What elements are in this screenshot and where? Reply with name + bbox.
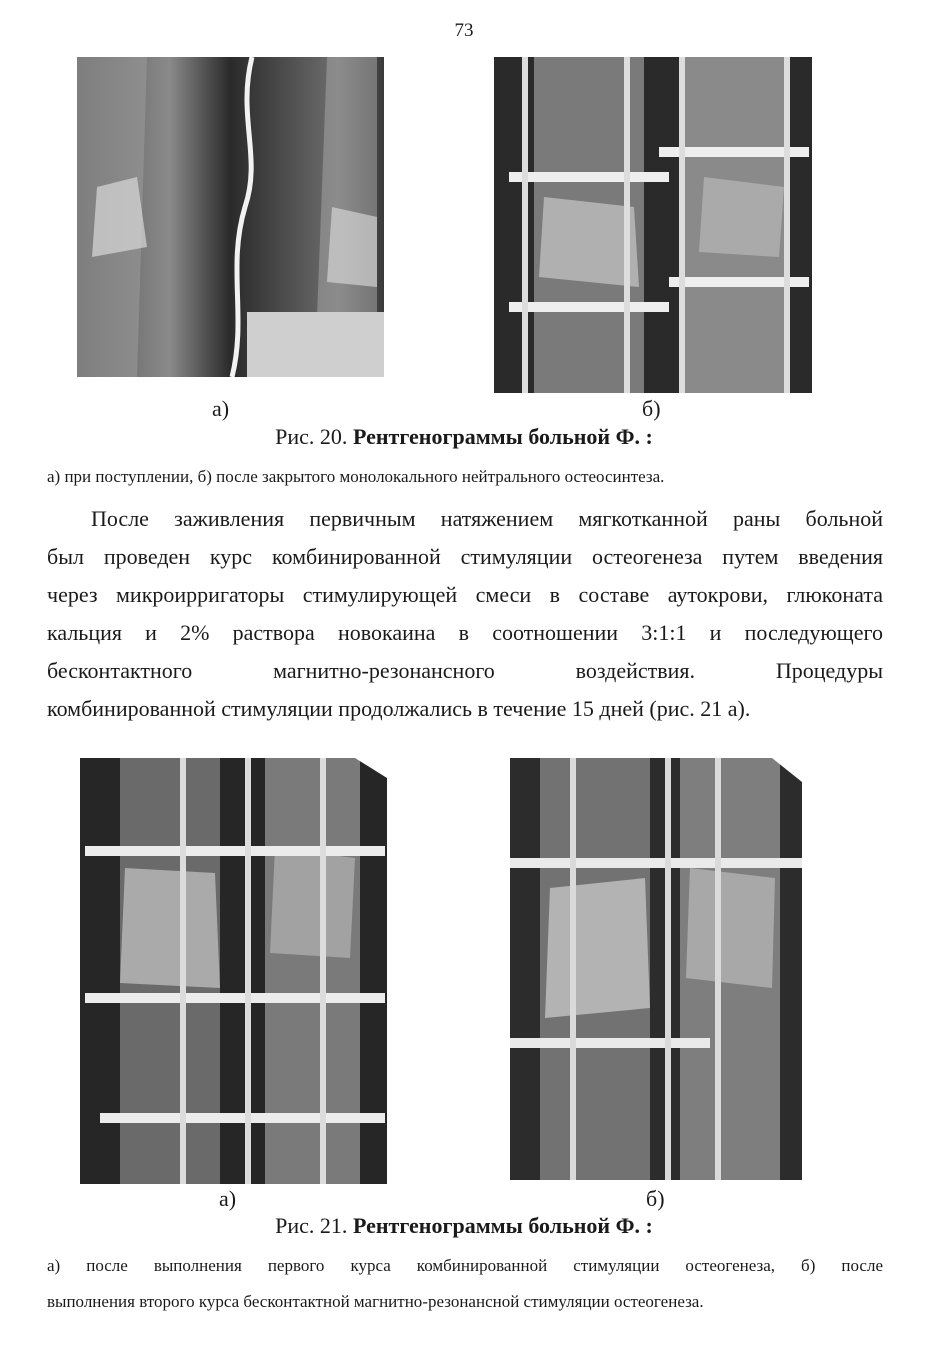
- figure-21-description-line-1: а) после выполнения первого курса комбинированной стимуляции остеогенеза, б) после: [47, 1256, 883, 1275]
- xray-figure-21a: [80, 758, 387, 1184]
- figure-20-description: а) при поступлении, б) после закрытого монолокального нейтрального остеосинтеза.: [47, 467, 665, 486]
- figure-21-caption-title: Рентгенограммы больной Ф. :: [352, 1213, 653, 1238]
- paragraph-line: был проведен курс комбинированной стимуляции остеогенеза путем введения: [47, 544, 883, 569]
- figure-20-label-b: б): [642, 396, 661, 421]
- figure-21-label-a: а): [219, 1186, 237, 1211]
- xray-figure-20a: [77, 57, 384, 377]
- paragraph-line: комбинированной стимуляции продолжались в течение 15 дней (рис. 21 а).: [47, 696, 751, 721]
- page-number: 73: [454, 20, 474, 41]
- figure-21-description-line-2: выполнения второго курса бесконтактной магнитно-резонансной стимуляции остеогенеза.: [47, 1292, 704, 1311]
- body-paragraph: [47, 500, 883, 728]
- figure-21-caption: [0, 1213, 928, 1239]
- paragraph-line: После заживления первичным натяжением мягкотканной раны больной: [91, 506, 883, 531]
- figure-21-label-b: б): [646, 1186, 665, 1211]
- figure-21-caption-prefix: Рис. 21.: [275, 1213, 353, 1238]
- xray-figure-20b: [494, 57, 812, 393]
- xray-figure-21b: [510, 758, 802, 1180]
- paragraph-line: бесконтактного магнитно-резонансного воздействия. Процедуры: [47, 658, 883, 683]
- figure-20-caption-prefix: Рис. 20.: [275, 424, 353, 449]
- paragraph-line: через микроирригаторы стимулирующей смеси в составе аутокрови, глюконата: [47, 582, 883, 607]
- figure-20-caption: [0, 424, 928, 450]
- figure-20-caption-title: Рентгенограммы больной Ф. :: [352, 424, 653, 449]
- figure-20-label-a: а): [212, 396, 230, 421]
- paragraph-line: кальция и 2% раствора новокаина в соотношении 3:1:1 и последующего: [47, 620, 883, 645]
